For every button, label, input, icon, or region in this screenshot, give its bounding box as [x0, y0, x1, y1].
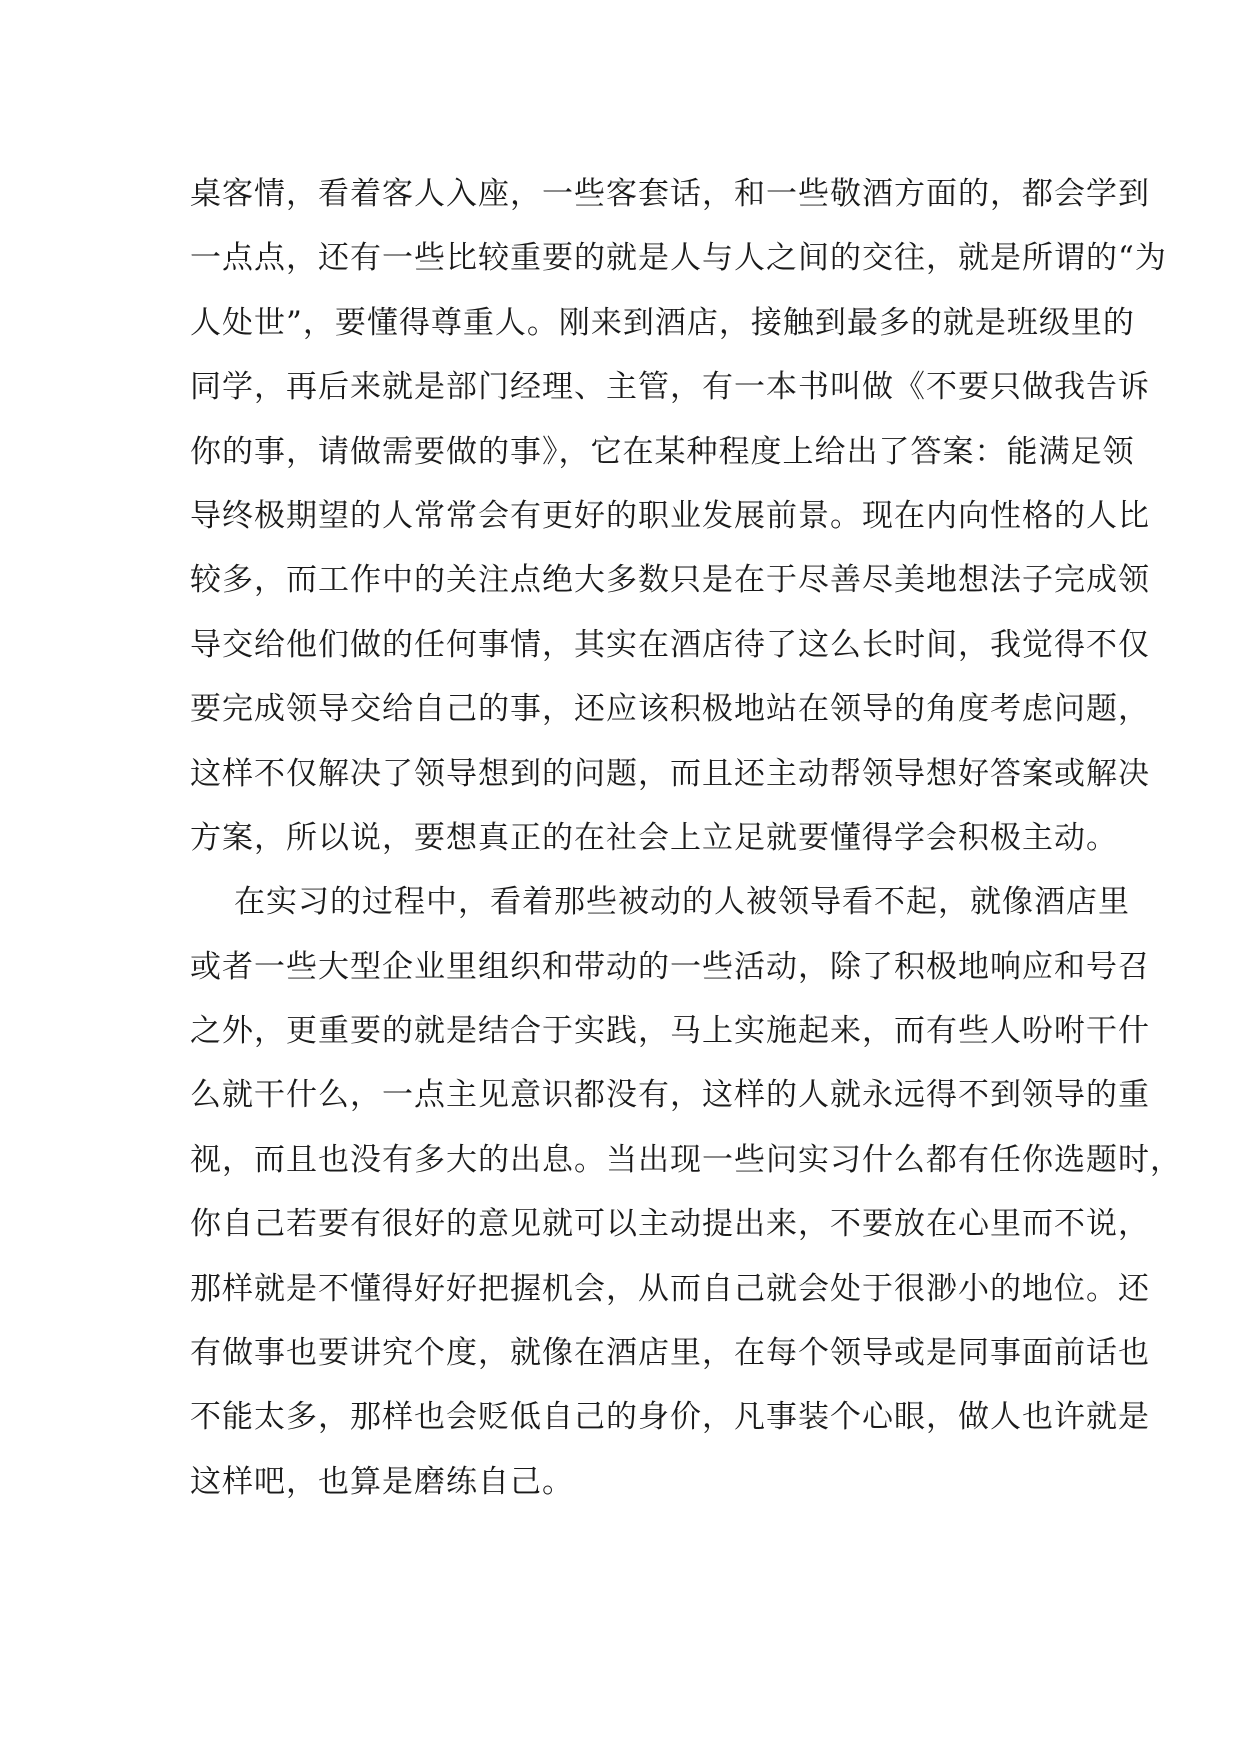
text-line: 这样不仅解决了领导想到的问题，而且还主动帮领导想好答案或解决 — [190, 755, 1150, 792]
text-line: 较多，而工作中的关注点绝大多数只是在于尽善尽美地想法子完成领 — [190, 562, 1150, 599]
text-line: 或者一些大型企业里组织和带动的一些活动，除了积极地响应和号召 — [190, 948, 1150, 985]
text-line: 有做事也要讲究个度，就像在酒店里，在每个领导或是同事面前话也 — [190, 1335, 1150, 1372]
body-text — [190, 162, 1182, 1514]
text-line: 那样就是不懂得好好把握机会，从而自己就会处于很渺小的地位。还 — [190, 1270, 1150, 1307]
text-line: 不能太多，那样也会贬低自己的身价，凡事装个心眼，做人也许就是 — [190, 1399, 1150, 1436]
text-line: 之外，更重要的就是结合于实践，马上实施起来，而有些人吩咐干什 — [190, 1013, 1150, 1050]
text-line: 导终极期望的人常常会有更好的职业发展前景。现在内向性格的人比 — [190, 497, 1150, 534]
text-line: 你的事，请做需要做的事》，它在某种程度上给出了答案：能满足领 — [190, 433, 1135, 470]
text-line: 你自己若要有很好的意见就可以主动提出来，不要放在心里而不说， — [190, 1206, 1150, 1243]
text-line: 人处世”，要懂得尊重人。刚来到酒店，接触到最多的就是班级里的 — [190, 304, 1135, 341]
text-line: 方案，所以说，要想真正的在社会上立足就要懂得学会积极主动。 — [190, 819, 1118, 856]
text-line: 导交给他们做的任何事情，其实在酒店待了这么长时间，我觉得不仅 — [190, 626, 1150, 663]
text-line: 要完成领导交给自己的事，还应该积极地站在领导的角度考虑问题， — [190, 691, 1150, 728]
text-line: 么就干什么，一点主见意识都没有，这样的人就永远得不到领导的重 — [190, 1077, 1150, 1114]
text-line: 一点点，还有一些比较重要的就是人与人之间的交往，就是所谓的“为 — [190, 240, 1167, 277]
text-line: 同学，再后来就是部门经理、主管，有一本书叫做《不要只做我告诉 — [190, 369, 1150, 406]
text-line: 这样吧，也算是磨练自己。 — [190, 1463, 574, 1500]
text-line: 视，而且也没有多大的出息。当出现一些问实习什么都有任你选题时， — [190, 1141, 1182, 1178]
text-line: 桌客情，看着客人入座，一些客套话，和一些敬酒方面的，都会学到 — [190, 176, 1150, 212]
paragraph-first-line: 在实习的过程中，看着那些被动的人被领导看不起，就像酒店里 — [234, 884, 1130, 921]
